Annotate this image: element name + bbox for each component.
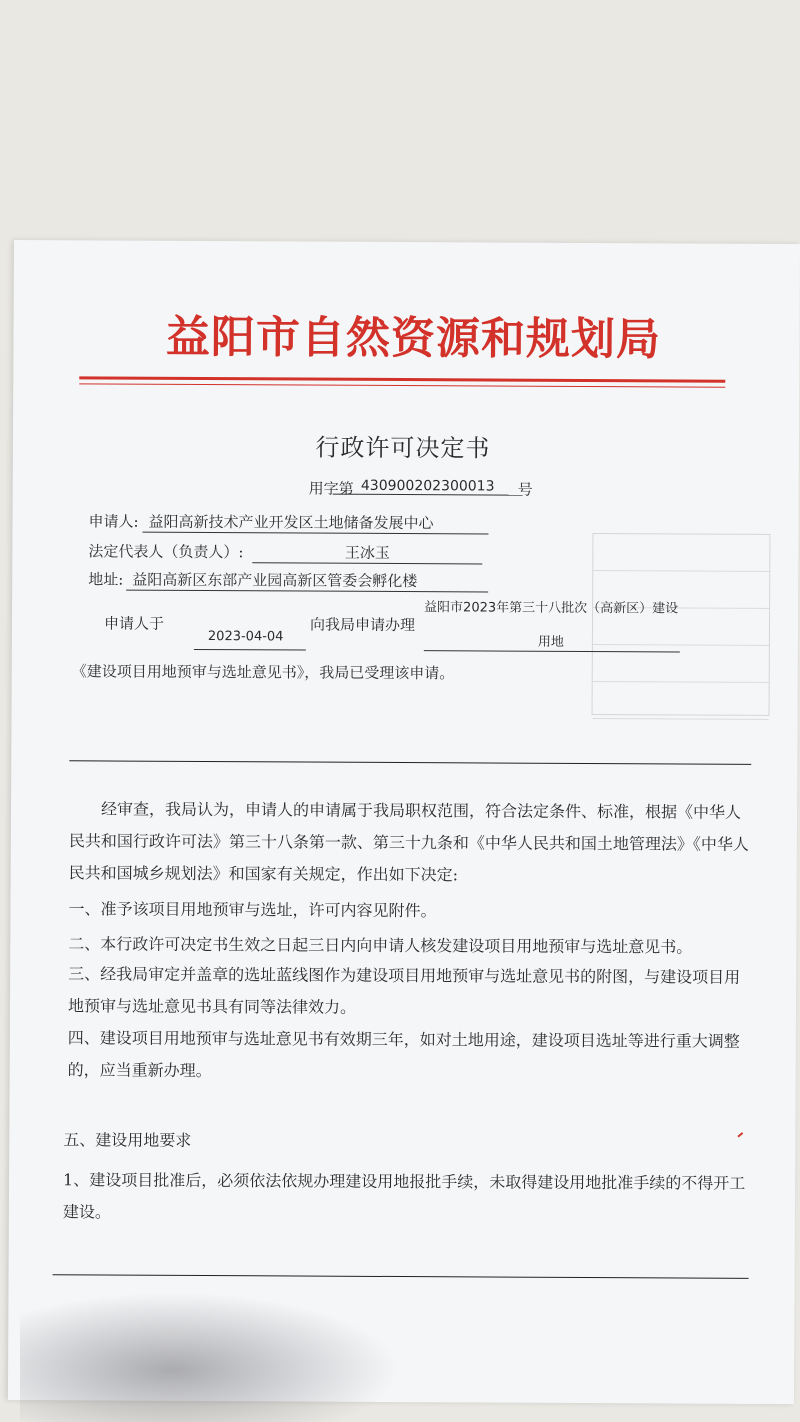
project-name: 益阳市2023年第三十八批次（高新区）建设 — [424, 600, 679, 617]
address-label: 地址: — [88, 570, 124, 589]
section-divider-top — [69, 760, 751, 765]
application-middle: 向我局申请办理 — [309, 615, 416, 635]
document-title: 行政许可决定书 — [315, 433, 491, 463]
representative-value: 王冰玉 — [252, 541, 482, 564]
applicant-label: 申请人: — [88, 512, 139, 531]
section-divider-bottom — [53, 1274, 749, 1279]
bleed-through-table — [592, 533, 771, 716]
project-underline — [424, 650, 680, 652]
decision-item-4: 四、建设项目用地预审与选址意见书有效期三年，如对土地用途，建设项目选址等进行重大调整的，应当重新办理。 — [67, 1028, 740, 1081]
address-value: 益阳高新区东部产业园高新区管委会孵化楼 — [126, 569, 488, 593]
decision-item-1: 一、准予该项目用地预审与选址，许可内容见附件。 — [68, 899, 437, 921]
date-underline — [194, 649, 306, 651]
header-red-rule-thick — [79, 376, 725, 382]
representative-label: 法定代表人（负责人）: — [88, 542, 244, 562]
section5-title: 五、建设用地要求 — [63, 1130, 192, 1150]
document-page — [8, 240, 800, 1404]
applicant-value: 益阳高新技术产业开发区土地储备发展中心 — [142, 511, 488, 535]
decision-item-3: 三、经我局审定并盖章的选址蓝线图作为建设项目用地预审与选址意见书的附图，与建设项目用地预审与选址意见书具有同等法律效力。 — [67, 964, 741, 1017]
application-date: 2023-04-04 — [207, 629, 284, 645]
agency-name: 益阳市自然资源和规划局 — [165, 311, 662, 366]
project-suffix: 用地 — [537, 634, 564, 650]
application-prefix: 申请人于 — [103, 614, 165, 633]
finger-shadow — [20, 1292, 400, 1422]
doc-number-prefix: 用字第 — [308, 479, 354, 498]
decision-intro: 经审查，我局认为，申请人的申请属于我局职权范围，符合法定条件、标准，根据《中华人民共和国行政许可法》第三十八条第一款、第三十九条和《中华人民共和国土地管理法》《中华人民共和国城乡规划法》和国家有关规定，作出如下决定: — [68, 799, 749, 885]
section5-item-1: 1、建设项目批准后，必须依法依规办理建设用地报批手续，未取得建设用地批准手续的不得开工建设。 — [62, 1170, 746, 1222]
header-red-rule-thin — [79, 383, 725, 387]
decision-item-2: 二、本行政许可决定书生效之日起三日内向申请人核发建设项目用地预审与选址意见书。 — [68, 934, 693, 957]
doc-number-suffix: 号 — [517, 480, 533, 499]
application-accepted: 《建设项目用地预审与选址意见书》，我局已受理该申请。 — [71, 662, 455, 683]
doc-number: 430900202300013 — [333, 478, 523, 496]
